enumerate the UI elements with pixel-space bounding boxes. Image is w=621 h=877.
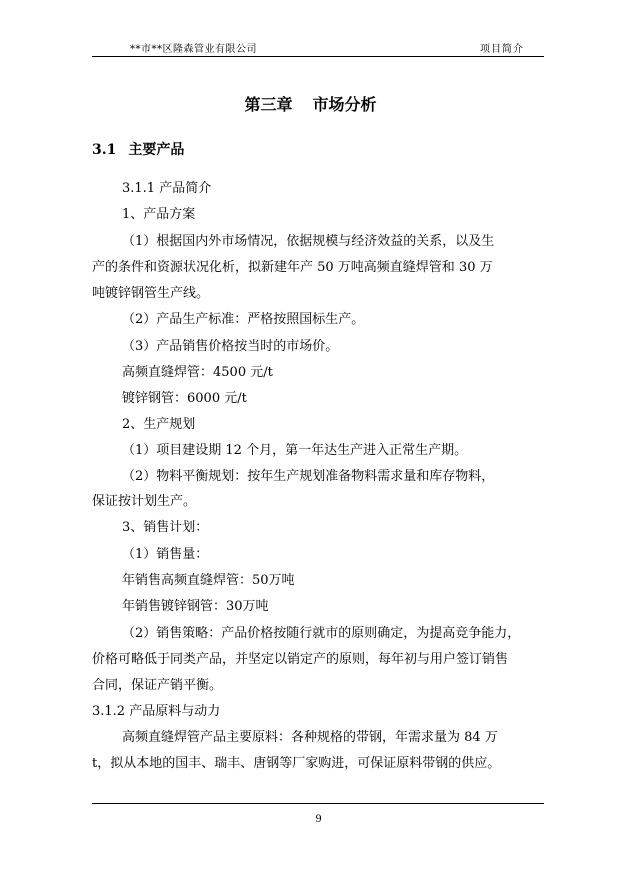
paragraph-line: （1）根据国内外市场情况，依据规模与经济效益的关系，以及生: [122, 234, 495, 249]
chapter-number: 第三章: [244, 95, 293, 114]
item-heading: 3、销售计划：: [122, 520, 209, 535]
header-rule: [92, 56, 544, 57]
section-heading: [92, 139, 184, 159]
subsection-heading: 3.1.2 产品原料与动力: [92, 704, 221, 719]
paragraph-line: 保证按计划生产。: [92, 494, 197, 509]
page-number: 9: [315, 814, 322, 825]
paragraph-line: （1）项目建设期 12 个月，第一年达生产进入正常生产期。: [122, 443, 468, 458]
paragraph-line: （2）物料平衡规划：按年生产规划准备物料需求量和库存物料，: [122, 469, 495, 484]
paragraph-line: 合同，保证产销平衡。: [92, 678, 223, 693]
paragraph-line: 产的条件和资源状况化析，拟新建年产 50 万吨高频直缝焊管和 30 万: [92, 260, 493, 275]
price-line: 高频直缝焊管：4500 元/t: [122, 365, 273, 380]
paragraph-line: 价格可略低于同类产品，并坚定以销定产的原则，每年初与用户签订销售: [92, 652, 509, 667]
paragraph-line: （2）销售策略：产品价格按随行就市的原则确定，为提高竞争能力，: [122, 626, 521, 641]
item-heading: 1、产品方案: [122, 207, 196, 222]
section-number: 3.1: [92, 142, 117, 158]
header-company-name: **市**区隆森管业有限公司: [130, 44, 257, 55]
sales-volume-line: 年销售高频直缝焊管：50万吨: [122, 573, 295, 588]
paragraph-line: t，拟从本地的国丰、瑞丰、唐钢等厂家购进，可保证原料带钢的供应。: [92, 756, 501, 771]
section-title: 主要产品: [128, 142, 185, 158]
footer-rule: [92, 803, 544, 804]
sales-volume-line: 年销售镀锌钢管：30万吨: [122, 599, 269, 614]
paragraph-line: 吨镀锌钢管生产线。: [92, 286, 210, 301]
paragraph-line: （3）产品销售价格按当时的市场价。: [122, 339, 339, 354]
paragraph-line: （1）销售量：: [122, 547, 209, 562]
chapter-title: 市场分析: [312, 95, 377, 114]
paragraph-line: 高频直缝焊管产品主要原料：各种规格的带钢，年需求量为 84 万: [122, 730, 498, 745]
chapter-heading: [0, 92, 621, 115]
paragraph-line: （2）产品生产标准：严格按照国标生产。: [122, 312, 365, 327]
price-line: 镀锌钢管：6000 元/t: [122, 391, 247, 406]
header-section-name: 项目简介: [480, 44, 524, 55]
subsection-heading: 3.1.1 产品简介: [122, 181, 212, 196]
item-heading: 2、生产规划: [122, 417, 196, 432]
